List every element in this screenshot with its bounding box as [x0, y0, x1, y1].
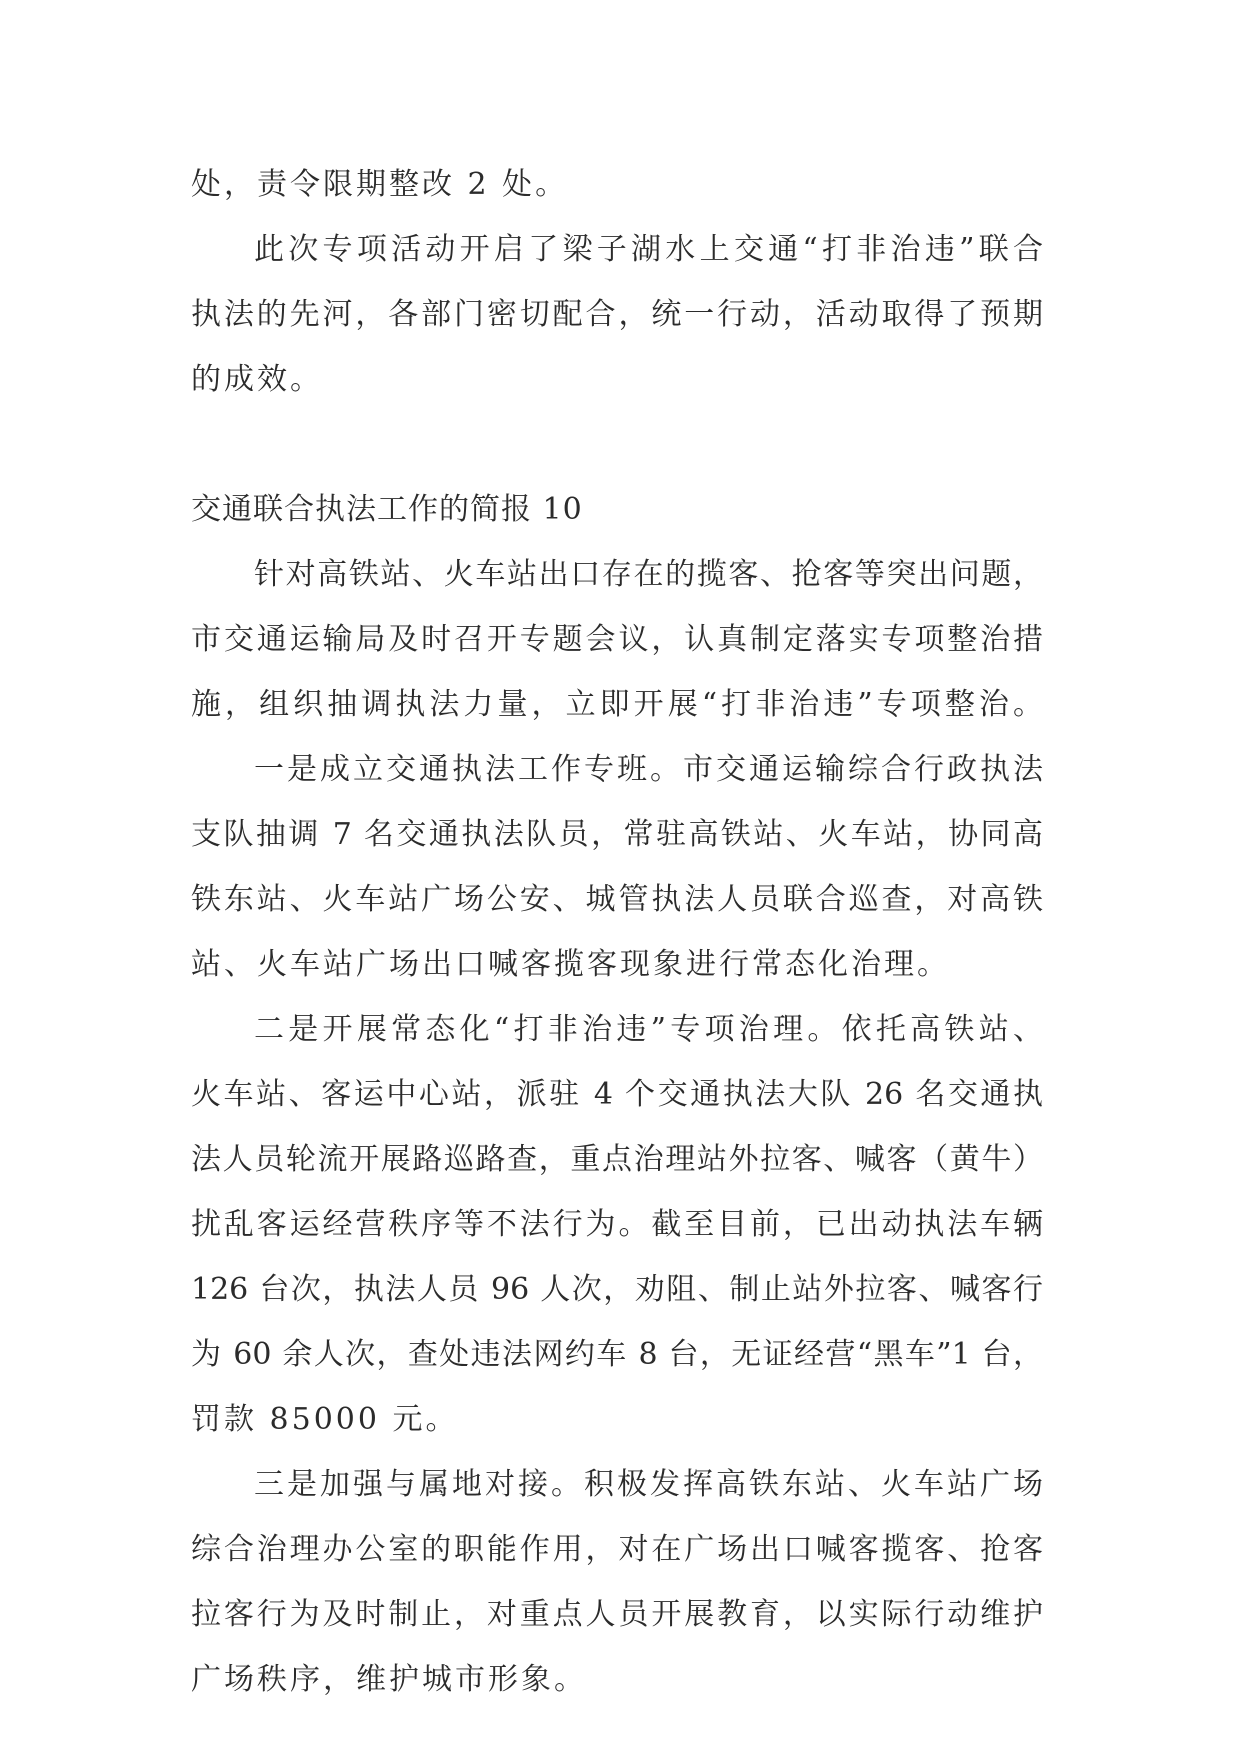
- point-three-line-3: 拉客行为及时制止，对重点人员开展教育，以实际行动维护: [191, 1597, 1043, 1632]
- point-three-line-1: 三是加强与属地对接。积极发挥高铁东站、火车站广场: [254, 1467, 1043, 1502]
- conclusion-paragraph-line-2: 执法的先河，各部门密切配合，统一行动，活动取得了预期: [191, 297, 1043, 332]
- point-two-line-5: 126 台次，执法人员 96 人次，劝阻、制止站外拉客、喊客行: [191, 1272, 1043, 1307]
- intro-paragraph-line-3: 施，组织抽调执法力量，立即开展“打非治违”专项整治。: [191, 687, 1043, 722]
- intro-paragraph-line-2: 市交通运输局及时召开专题会议，认真制定落实专项整治措: [191, 622, 1043, 657]
- point-two-line-3: 法人员轮流开展路巡路查，重点治理站外拉客、喊客（黄牛）: [191, 1142, 1043, 1177]
- section-title: 交通联合执法工作的简报 10: [191, 492, 583, 527]
- point-one-line-4: 站、火车站广场出口喊客揽客现象进行常态化治理。: [191, 947, 950, 982]
- intro-paragraph-line-1: 针对高铁站、火车站出口存在的揽客、抢客等突出问题，: [254, 557, 1043, 592]
- intro-line: 处，责令限期整改 2 处。: [191, 167, 569, 202]
- point-two-line-2: 火车站、客运中心站，派驻 4 个交通执法大队 26 名交通执: [191, 1077, 1043, 1112]
- point-three-line-2: 综合治理办公室的职能作用，对在广场出口喊客揽客、抢客: [191, 1532, 1043, 1567]
- point-one-line-1: 一是成立交通执法工作专班。市交通运输综合行政执法: [254, 752, 1043, 787]
- point-three-line-4: 广场秩序，维护城市形象。: [191, 1662, 587, 1697]
- point-two-line-6: 为 60 余人次，查处违法网约车 8 台，无证经营“黑车”1 台，: [191, 1337, 1043, 1372]
- point-one-line-2: 支队抽调 7 名交通执法队员，常驻高铁站、火车站，协同高: [191, 817, 1043, 852]
- point-two-line-4: 扰乱客运经营秩序等不法行为。截至目前，已出动执法车辆: [191, 1207, 1043, 1242]
- conclusion-paragraph-line-1: 此次专项活动开启了梁子湖水上交通“打非治违”联合: [254, 232, 1043, 267]
- conclusion-paragraph-line-3: 的成效。: [191, 362, 323, 397]
- point-two-line-7: 罚款 85000 元。: [191, 1402, 459, 1437]
- point-one-line-3: 铁东站、火车站广场公安、城管执法人员联合巡查，对高铁: [191, 882, 1043, 917]
- point-two-line-1: 二是开展常态化“打非治违”专项治理。依托高铁站、: [254, 1012, 1043, 1047]
